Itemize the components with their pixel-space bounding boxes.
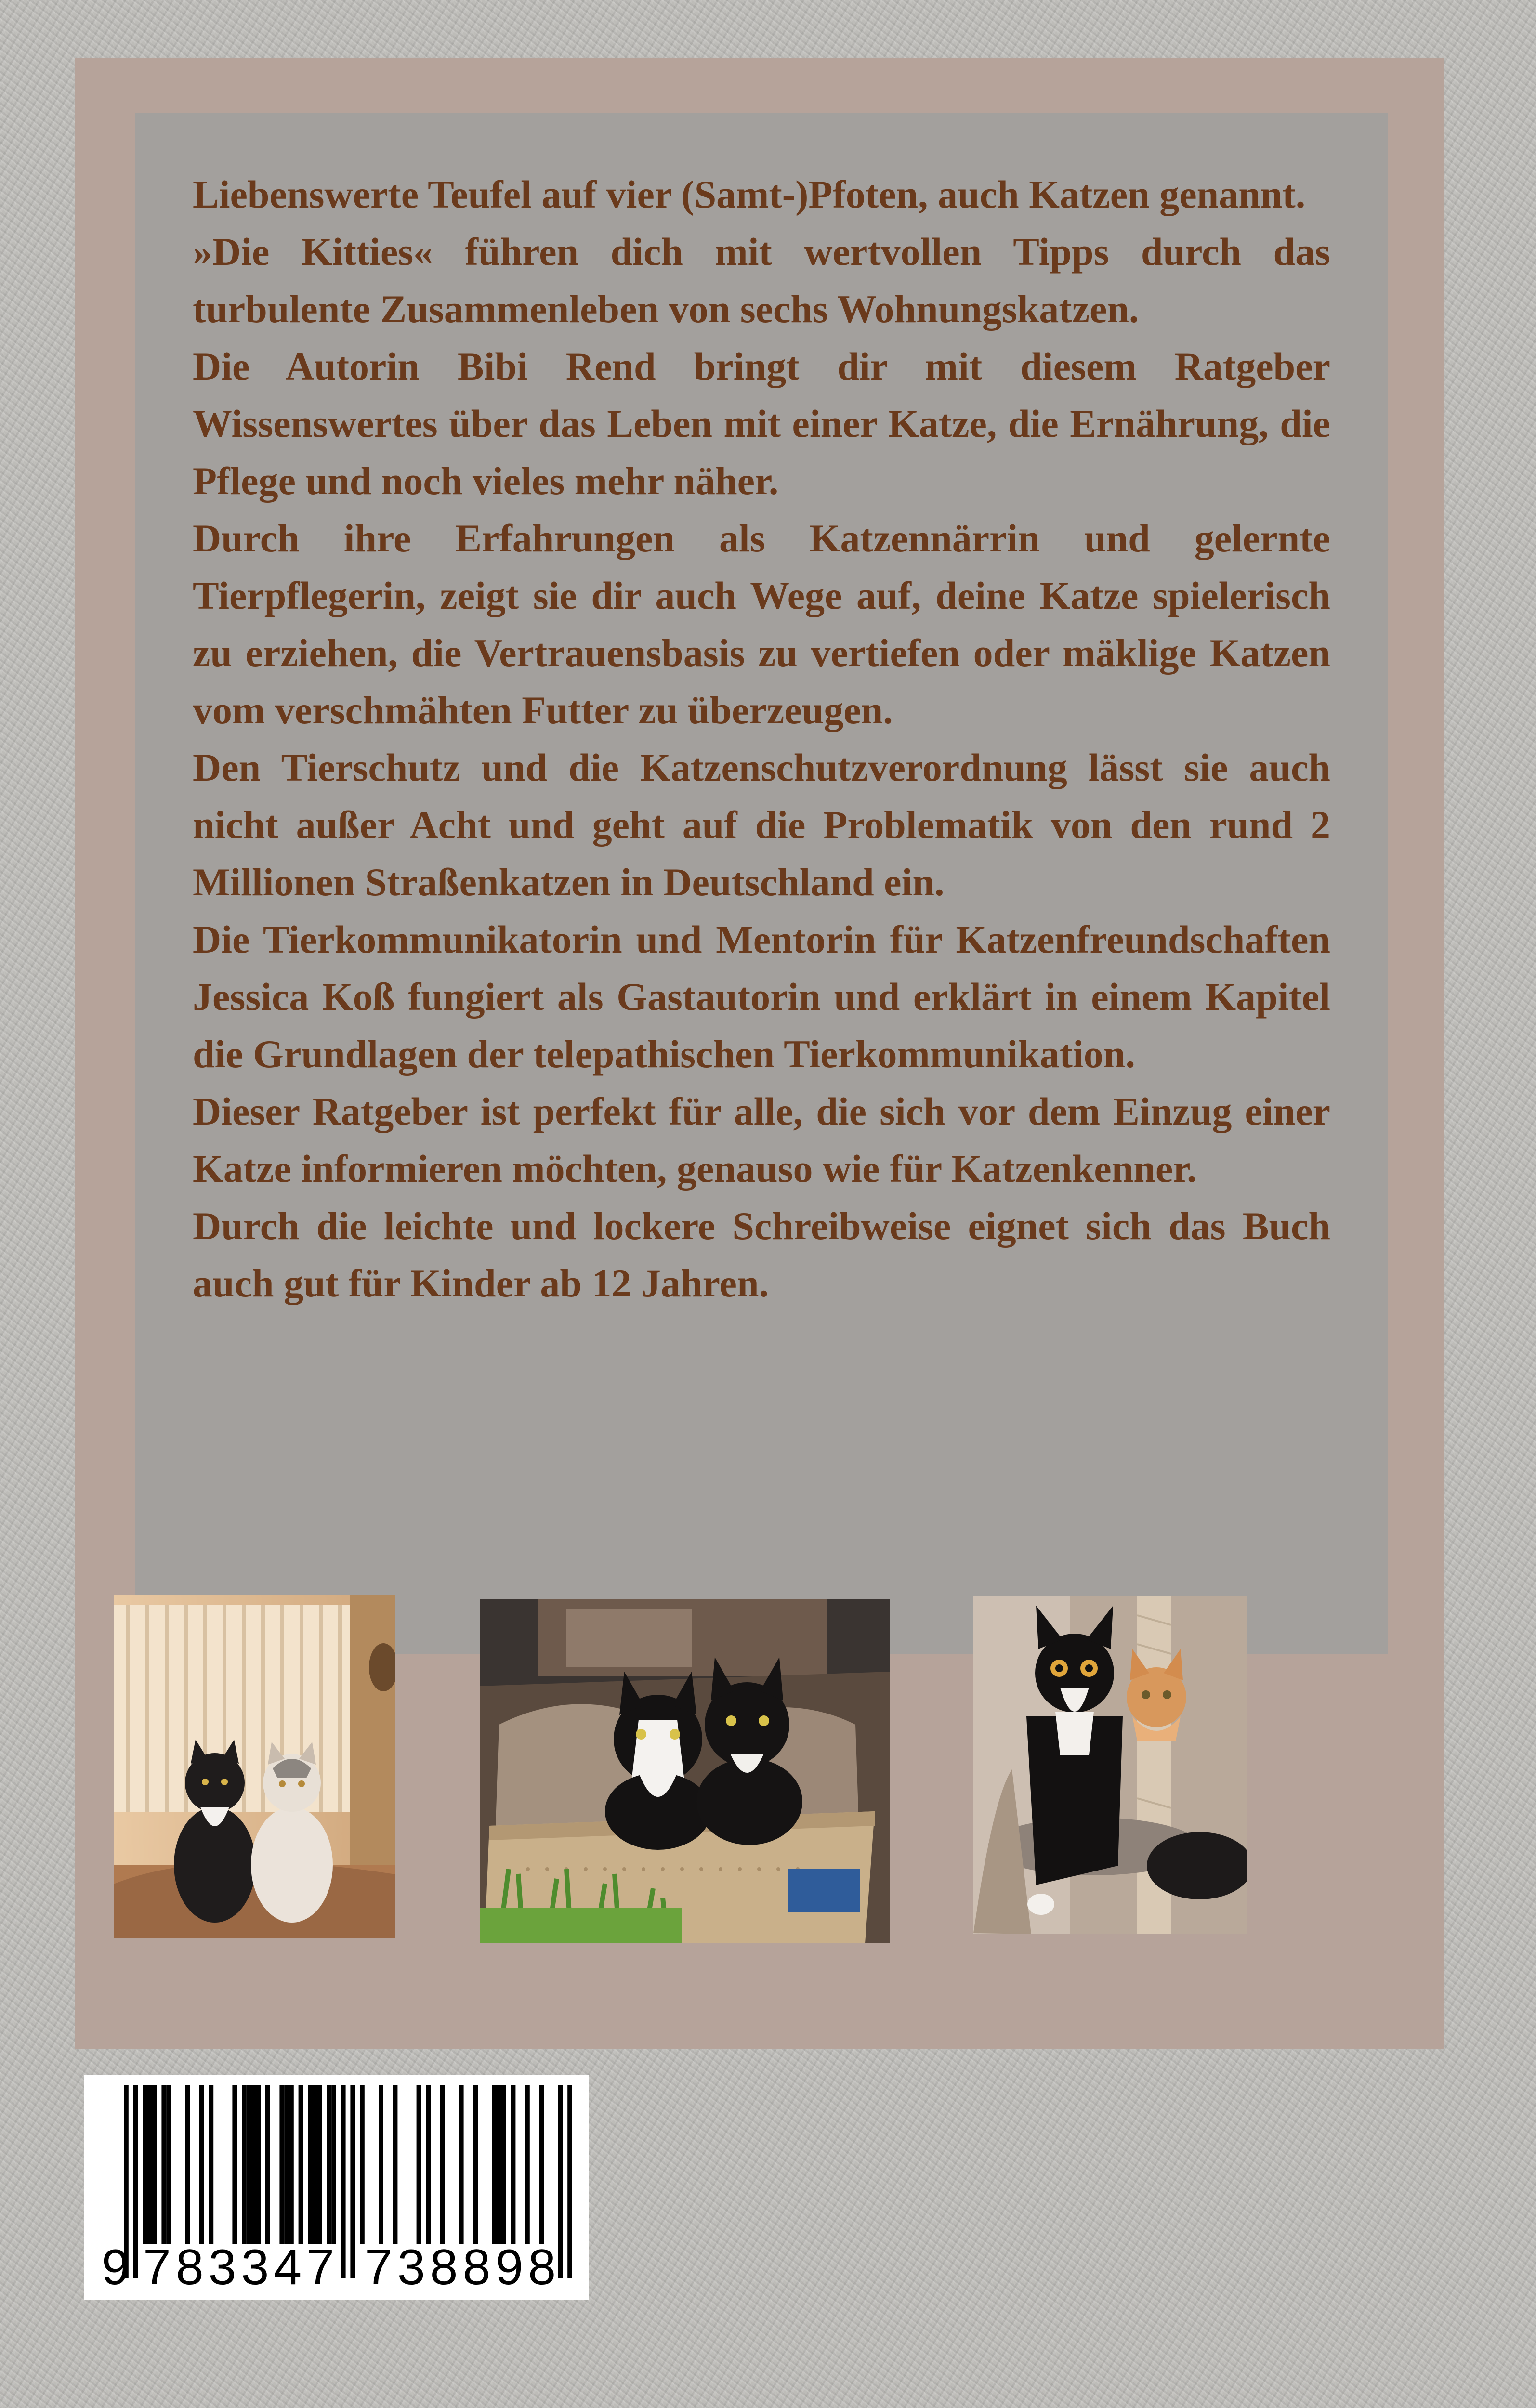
- blurb-paragraph-3: Die Autorin Bibi Rend bringt dir mit diesem Ratgeber Wissenswertes über das Leben mit einer Katze, die Ernährung, die Pflege und noch vieles mehr näher.: [193, 344, 1330, 503]
- photo-two-cats-in-box: [480, 1599, 890, 1943]
- barcode-bar: [525, 2085, 530, 2244]
- blurb-paragraph-6: Die Tierkommunikatorin und Mentorin für Katzenfreundschaften Jessica Koß fungiert als Gastautorin und erklärt in einem Kapitel die Grundlagen der telepathischen Tierkommunikation.: [193, 917, 1330, 1076]
- blurb-paragraph-2: »Die Kitties« führen dich mit wertvollen Tipps durch das turbulente Zusammenleben von sechs Wohnungskatzen.: [193, 230, 1330, 331]
- barcode-bar: [459, 2085, 464, 2244]
- blurb-paragraph-4: Durch ihre Erfahrungen als Katzennärrin und gelernte Tierpflegerin, zeigt sie dir auch Wege auf, deine Katze spielerisch zu erziehen, die Vertrauensbasis zu vertiefen oder mäklige Katzen vom verschmähten Futter zu überzeugen.: [193, 516, 1330, 732]
- barcode-bar: [152, 2085, 157, 2244]
- barcode-bar: [265, 2085, 270, 2244]
- barcode-bar: [539, 2085, 544, 2244]
- barcode-digits-right: 738898: [365, 2239, 561, 2295]
- barcode-bar: [199, 2085, 204, 2244]
- barcode-bar: [393, 2085, 398, 2244]
- barcode-digit-first: 9: [102, 2239, 130, 2295]
- photo-two-cats-by-radiator: [114, 1595, 395, 1938]
- barcode: [84, 2075, 589, 2300]
- barcode-bar: [256, 2085, 261, 2244]
- barcode-digits-left: 783347: [143, 2239, 340, 2295]
- blurb-paragraph-1: Liebenswerte Teufel auf vier (Samt-)Pfoten, auch Katzen genannt.: [193, 172, 1306, 216]
- barcode-bar: [185, 2085, 190, 2244]
- barcode-bar: [313, 2085, 317, 2244]
- barcode-bar: [317, 2085, 322, 2244]
- barcode-bar: [331, 2085, 336, 2244]
- photo-two-cats-on-scratching-post: [973, 1596, 1247, 1934]
- barcode-digits: [102, 2241, 569, 2294]
- barcode-bar: [417, 2085, 421, 2244]
- barcode-bar: [511, 2085, 516, 2244]
- barcode-bar: [284, 2085, 289, 2244]
- barcode-bar: [492, 2085, 497, 2244]
- barcode-bar: [379, 2085, 383, 2244]
- barcode-bar: [161, 2085, 166, 2244]
- barcode-bar: [147, 2085, 152, 2244]
- barcode-bar: [299, 2085, 303, 2244]
- barcode-bar: [143, 2085, 147, 2244]
- blurb-text: [193, 166, 1330, 1312]
- blurb-paragraph-7: Dieser Ratgeber ist perfekt für alle, die sich vor dem Einzug einer Katze informieren möchten, genauso wie für Katzenkenner.: [193, 1089, 1330, 1191]
- barcode-bar: [166, 2085, 171, 2244]
- barcode-bar: [308, 2085, 313, 2244]
- blurb-paragraph-8: Durch die leichte und lockere Schreibweise eignet sich das Buch auch gut für Kinder ab 12 Jahren.: [193, 1204, 1330, 1305]
- barcode-bar: [426, 2085, 431, 2244]
- barcode-bar: [289, 2085, 294, 2244]
- barcode-bar: [247, 2085, 251, 2244]
- barcode-bar: [360, 2085, 365, 2244]
- barcode-bar: [327, 2085, 331, 2244]
- barcode-bar: [251, 2085, 256, 2244]
- barcode-bar: [440, 2085, 445, 2244]
- barcode-bar: [279, 2085, 284, 2244]
- barcode-bar: [497, 2085, 501, 2244]
- barcode-bar: [209, 2085, 213, 2244]
- barcode-bar: [473, 2085, 478, 2244]
- barcode-bar: [232, 2085, 237, 2244]
- blurb-paragraph-5: Den Tierschutz und die Katzenschutzverordnung lässt sie auch nicht außer Acht und geht auf die Problematik von den rund 2 Millionen Straßenkatzen in Deutschland ein.: [193, 746, 1330, 904]
- barcode-bar: [501, 2085, 506, 2244]
- barcode-bar: [242, 2085, 247, 2244]
- blurb-panel: [135, 113, 1388, 1654]
